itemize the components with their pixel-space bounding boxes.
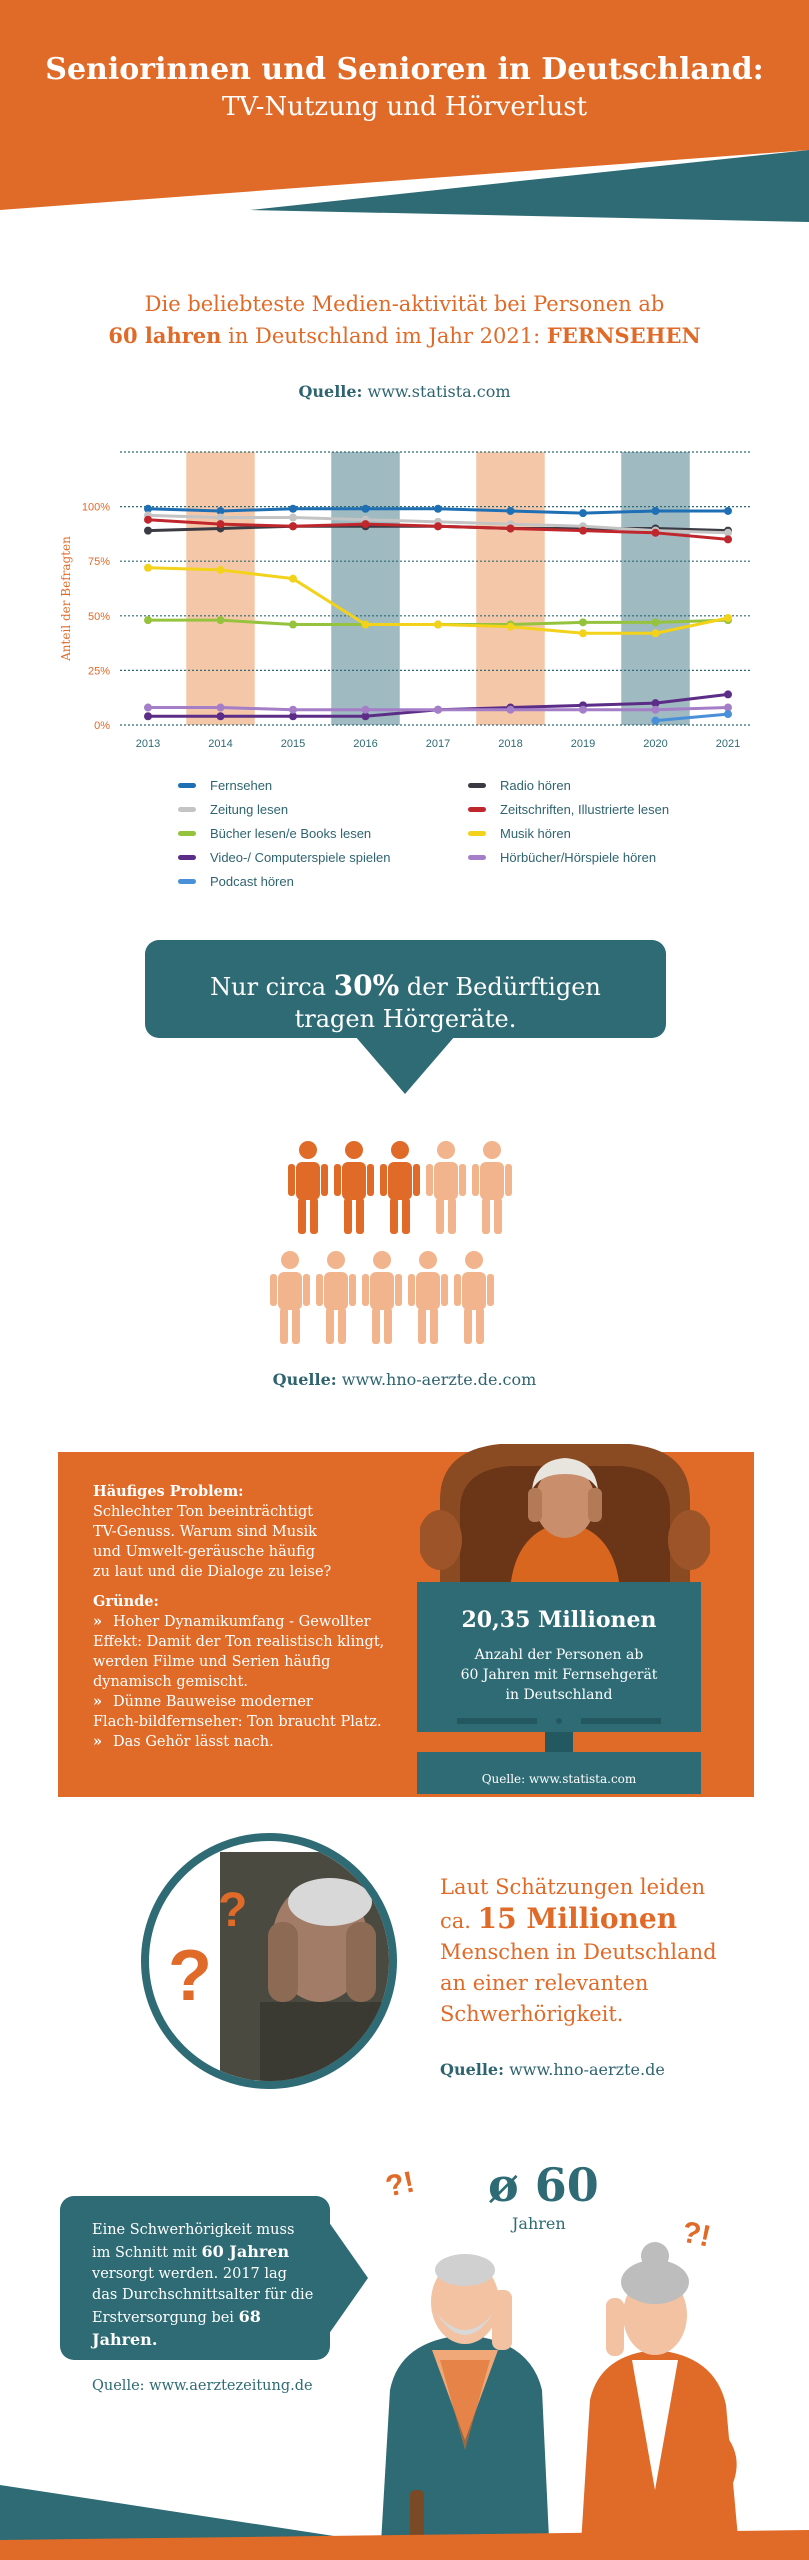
people-source (0, 1370, 809, 1389)
legend-swatch (178, 807, 196, 812)
data-point (217, 566, 225, 574)
data-point (579, 629, 587, 637)
question-mark-small: ? (218, 1884, 248, 1937)
data-point (217, 704, 225, 712)
person-without-hearing-aid-icon (362, 1251, 402, 1344)
legend-label: Radio hören (500, 778, 571, 793)
page-title: Seniorinnen und Senioren in Deutschland: (45, 52, 764, 87)
legend-fernsehen (178, 778, 272, 793)
legend-label: Fernsehen (210, 778, 273, 793)
legend-hoerbuecher (468, 850, 656, 865)
data-point (144, 616, 152, 624)
data-point (289, 575, 297, 583)
age-info-line (92, 2306, 322, 2352)
age-info-pre: Erstversorgung bei (92, 2310, 239, 2326)
data-point (144, 527, 152, 535)
data-point (217, 712, 225, 720)
age-info-text (92, 2220, 322, 2352)
x-tick-label: 2015 (280, 738, 306, 750)
x-tick-label: 2016 (353, 738, 378, 750)
highlight-band-2020 (621, 452, 690, 725)
data-point (652, 507, 660, 515)
data-point (507, 524, 515, 532)
people-pictogram (270, 1130, 550, 1370)
legend-swatch (178, 783, 196, 788)
reason-item (93, 1692, 423, 1712)
reason-item (93, 1732, 423, 1752)
legend-swatch (468, 783, 486, 788)
callout-percent: 30% (333, 969, 400, 1002)
hearing-pre: ca. (440, 1909, 478, 1933)
reasons-heading: Gründe: (93, 1593, 159, 1610)
data-point (724, 690, 732, 698)
data-point (217, 520, 225, 528)
data-point (434, 706, 442, 714)
age-info-line: Eine Schwerhörigkeit muss (92, 2222, 295, 2238)
age-info-line: das Durchschnittsalter für die (92, 2287, 314, 2303)
data-point (144, 564, 152, 572)
source-label: Quelle: (298, 382, 363, 401)
reason-line: Das Gehör lässt nach. (113, 1734, 274, 1750)
reason-line: Hoher Dynamikumfang - Gewollter (113, 1614, 371, 1630)
reason-line: Effekt: Damit der Ton realistisch klingt, (93, 1634, 385, 1650)
tv-desc-line: 60 Jahren mit Fernsehgerät (460, 1667, 658, 1683)
callout-post: der Bedürftigen (399, 973, 601, 1001)
person-with-hearing-aid-icon (380, 1141, 420, 1234)
data-point (507, 623, 515, 631)
problem-text (93, 1482, 423, 1752)
highlight-band-2016 (331, 452, 400, 725)
data-point (579, 618, 587, 626)
legend-label: Bücher lesen/e Books lesen (210, 826, 372, 841)
highlight-band-2014 (186, 452, 255, 725)
tv-stat-description (417, 1645, 701, 1705)
callout-line1 (145, 970, 666, 1003)
bullet: » (93, 1733, 103, 1750)
data-point (579, 509, 587, 517)
tv-speaker-bar (417, 1712, 701, 1732)
media-heading-line2 (100, 320, 709, 352)
x-tick-label: 2017 (425, 738, 451, 750)
average-age-value: 60 (534, 2158, 599, 2212)
reason-line: Dünne Bauweise moderner (113, 1694, 313, 1710)
hearing-value-line (440, 1903, 770, 1937)
data-point (144, 516, 152, 524)
y-tick-label: 50% (87, 610, 110, 623)
source-url: www.hno-aerzte.de.com (336, 1370, 537, 1389)
data-point (434, 621, 442, 629)
hearing-stat-text (440, 1872, 770, 2030)
average-symbol: ø (488, 2158, 519, 2212)
legend-label: Zeitschriften, Illustrierte lesen (500, 802, 670, 817)
media-heading-line1: Die beliebteste Medien-aktivität bei Personen ab (144, 292, 665, 316)
data-point (652, 706, 660, 714)
man-in-armchair-illustration (420, 1430, 710, 1590)
hearing-source (440, 2060, 665, 2079)
chart-source (0, 382, 809, 401)
problem-line: zu laut und die Dialoge zu leise? (93, 1564, 332, 1580)
source-url: www.hno-aerzte.de (504, 2060, 665, 2079)
callout-line2: tragen Hörgeräte. (294, 1005, 517, 1033)
legend-swatch (468, 807, 486, 812)
person-with-hearing-aid-icon (288, 1141, 328, 1234)
reason-line: werden Filme und Serien häufig (93, 1654, 331, 1670)
problem-line: Schlechter Ton beeinträchtigt (93, 1504, 314, 1520)
data-point (652, 629, 660, 637)
legend-videospiele (178, 850, 390, 865)
legend-swatch (468, 855, 486, 860)
x-tick-label: 2020 (643, 738, 668, 750)
reason-line: Flach-bildfernseher: Ton braucht Platz. (93, 1714, 382, 1730)
data-point (289, 706, 297, 714)
legend-zeitung (178, 802, 288, 817)
y-tick-label: 100% (81, 501, 110, 514)
data-point (724, 710, 732, 718)
legend-swatch (178, 855, 196, 860)
callout-pointer (355, 1036, 455, 1096)
data-point (362, 621, 370, 629)
interrobang-left: ?! (382, 2165, 418, 2204)
hearing-line: an einer relevanten (440, 1971, 649, 1995)
data-point (507, 507, 515, 515)
data-point (652, 618, 660, 626)
data-point (579, 706, 587, 714)
legend-swatch (468, 831, 486, 836)
person-without-hearing-aid-icon (426, 1141, 466, 1234)
tv-stat-value: 20,35 Millionen (461, 1607, 657, 1633)
legend-label: Video-/ Computerspiele spielen (210, 850, 391, 865)
data-point (362, 505, 370, 513)
person-with-hearing-aid-icon (334, 1141, 374, 1234)
tv-desc-line: in Deutschland (505, 1687, 613, 1703)
data-point (289, 514, 297, 522)
legend-label: Podcast hören (210, 874, 294, 889)
media-line-chart (50, 440, 770, 760)
age-info-line (92, 2241, 322, 2264)
reason-line: dynamisch gemischt. (93, 1674, 248, 1690)
data-point (434, 505, 442, 513)
tv-stat-source: Quelle: www.statista.com (481, 1772, 637, 1786)
hearing-line: Schwerhörigkeit. (440, 2002, 624, 2026)
age-info-pre: im Schnitt mit (92, 2245, 202, 2261)
person-without-hearing-aid-icon (316, 1251, 356, 1344)
age-info-line: versorgt werden. 2017 lag (92, 2266, 287, 2282)
data-point (652, 717, 660, 725)
data-point (289, 522, 297, 530)
legend-label: Hörbücher/Hörspiele hören (500, 850, 657, 865)
highlight-band-2018 (476, 452, 545, 725)
data-point (724, 507, 732, 515)
data-point (289, 621, 297, 629)
source-url: www.statista.com (362, 382, 511, 401)
bullet: » (93, 1693, 103, 1710)
reason-item (93, 1612, 423, 1632)
data-point (652, 529, 660, 537)
legend-zeitschriften (468, 802, 669, 817)
age-info-bold: 68 Jahren. (92, 2307, 261, 2349)
callout-text (145, 970, 666, 1035)
source-label: Quelle: (272, 1370, 337, 1389)
y-axis-label: Anteil der Befragten (59, 536, 73, 661)
activity-highlight: FERNSEHEN (546, 323, 701, 348)
y-tick-label: 75% (87, 556, 110, 569)
person-without-hearing-aid-icon (472, 1141, 512, 1234)
data-point (434, 522, 442, 530)
y-tick-label: 0% (94, 720, 110, 732)
person-without-hearing-aid-icon (270, 1251, 310, 1344)
data-point (217, 616, 225, 624)
bullet: » (93, 1613, 103, 1630)
x-tick-label: 2021 (715, 738, 741, 750)
age-highlight: 60 lahren (108, 323, 222, 348)
x-tick-label: 2019 (570, 738, 596, 750)
data-point (362, 520, 370, 528)
legend-swatch (178, 879, 196, 884)
legend-buecher (178, 826, 371, 841)
footer-banner (0, 2430, 809, 2560)
chart-legend (178, 778, 738, 898)
legend-swatch (178, 831, 196, 836)
legend-radio (468, 778, 571, 793)
data-point (724, 535, 732, 543)
data-point (289, 505, 297, 513)
x-tick-label: 2013 (135, 738, 161, 750)
question-mark-large: ? (168, 1936, 212, 2016)
age-info-pointer (326, 2218, 370, 2338)
data-point (362, 706, 370, 714)
person-without-hearing-aid-icon (454, 1251, 494, 1344)
legend-label: Zeitung lesen (210, 802, 289, 817)
x-tick-label: 2014 (208, 738, 233, 750)
problem-line: TV-Genuss. Warum sind Musik (93, 1524, 317, 1540)
age-info-bold: 60 Jahren (201, 2242, 290, 2261)
tv-desc-line: Anzahl der Personen ab (474, 1647, 644, 1663)
callout-pre: Nur circa (210, 973, 334, 1001)
x-tick-label: 2018 (498, 738, 523, 750)
hearing-line: Laut Schätzungen leiden (440, 1875, 706, 1899)
problem-heading: Häufiges Problem: (93, 1483, 244, 1500)
page-subtitle: TV-Nutzung und Hörverlust (221, 92, 588, 122)
heading-mid-text: in Deutschland im Jahr 2021: (221, 324, 547, 348)
hearing-value: 15 Millionen (477, 1902, 678, 1935)
hearing-line: Menschen in Deutschland (440, 1940, 717, 1964)
legend-musik (468, 826, 571, 841)
person-without-hearing-aid-icon (408, 1251, 448, 1344)
age-source: Quelle: www.aerztezeitung.de (92, 2378, 313, 2394)
y-tick-label: 25% (87, 665, 110, 678)
data-point (507, 706, 515, 714)
legend-podcast (178, 874, 294, 889)
data-point (724, 614, 732, 622)
data-point (579, 527, 587, 535)
average-age-unit: Jahren (512, 2214, 566, 2233)
data-point (144, 712, 152, 720)
data-point (144, 704, 152, 712)
source-label: Quelle: (440, 2060, 504, 2079)
legend-label: Musik hören (500, 826, 571, 841)
problem-line: und Umwelt-geräusche häufig (93, 1544, 316, 1560)
interrobang-right: ?! (678, 2215, 714, 2254)
